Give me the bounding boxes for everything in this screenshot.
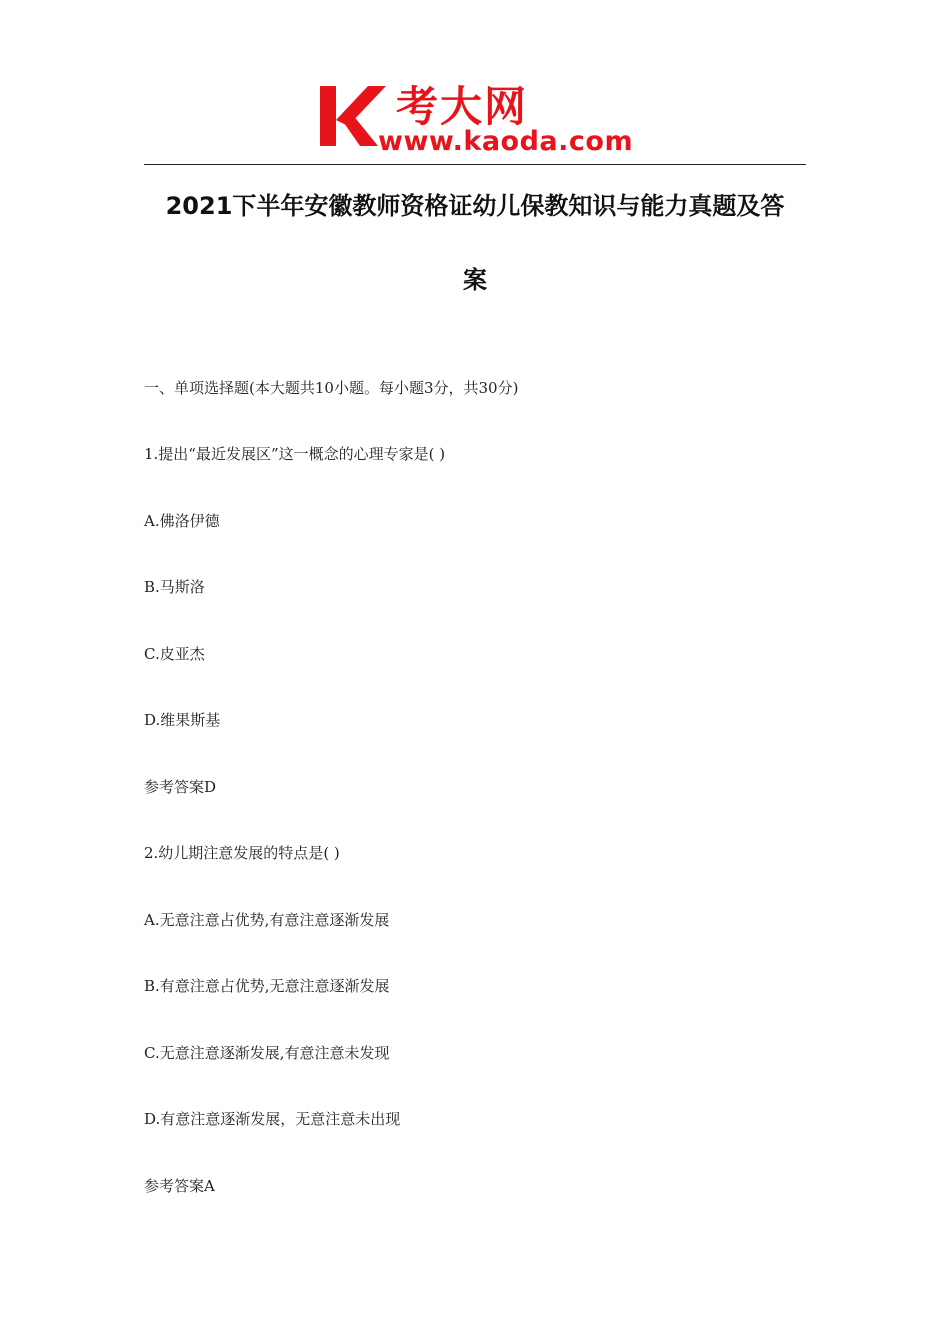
question-1-option-c: C.皮亚杰 <box>144 645 205 663</box>
section-heading: 一、单项选择题(本大题共10小题。每小题3分，共30分) <box>144 379 519 397</box>
question-2-option-c: C.无意注意逐渐发展,有意注意未发现 <box>144 1044 390 1062</box>
kaoda-logo <box>316 78 646 160</box>
question-2-stem: 2.幼儿期注意发展的特点是( ) <box>144 844 340 862</box>
question-1-answer: 参考答案D <box>144 778 217 796</box>
question-2-answer: 参考答案A <box>144 1177 215 1195</box>
document-title-line-2: 案 <box>463 266 487 294</box>
document-title-line-1: 2021下半年安徽教师资格证幼儿保教知识与能力真题及答 <box>165 192 785 220</box>
question-2-option-d: D.有意注意逐渐发展，无意注意未出现 <box>144 1110 401 1128</box>
question-1-option-a: A.佛洛伊德 <box>144 512 220 530</box>
logo-url-text: www.kaoda.com <box>378 126 634 157</box>
question-1-option-d: D.维果斯基 <box>144 711 221 729</box>
question-2-option-b: B.有意注意占优势,无意注意逐渐发展 <box>144 977 390 995</box>
logo-chinese-text: 考大网 <box>396 82 529 131</box>
question-1-stem: 1.提出“最近发展区”这一概念的心理专家是( ) <box>144 445 446 463</box>
question-1-option-b: B.马斯洛 <box>144 578 205 596</box>
question-2-option-a: A.无意注意占优势,有意注意逐渐发展 <box>144 911 390 929</box>
header-divider <box>144 164 806 165</box>
